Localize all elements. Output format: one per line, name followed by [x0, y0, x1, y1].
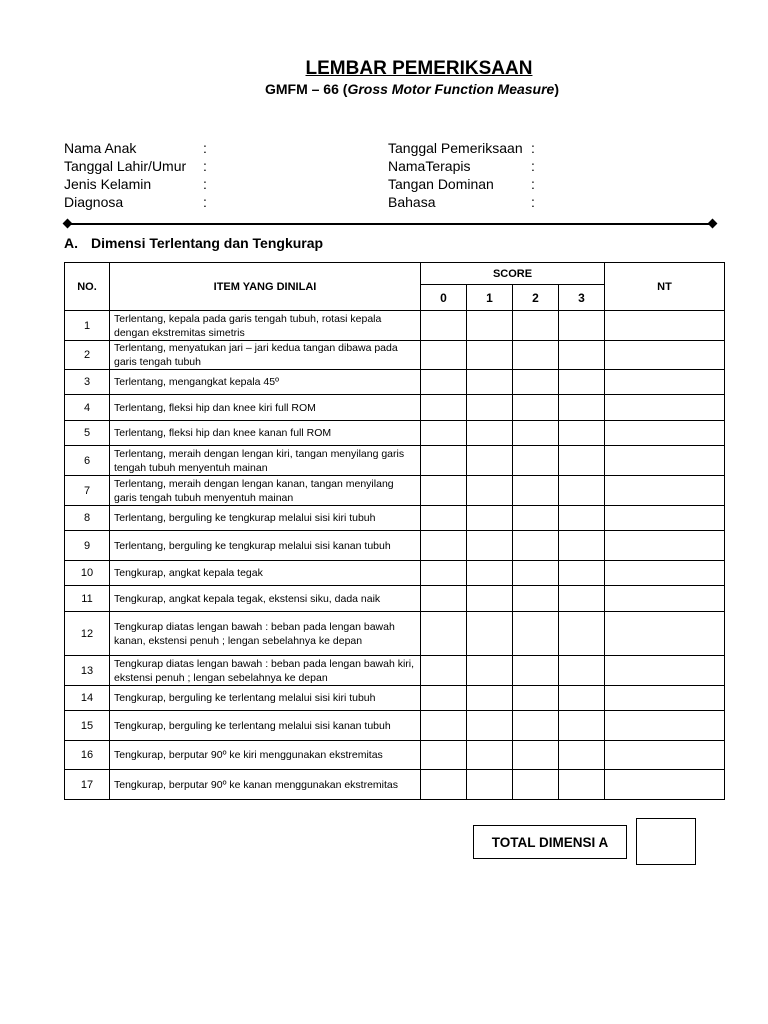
- nt-cell[interactable]: [605, 656, 725, 686]
- score-cell[interactable]: [421, 311, 467, 341]
- score-level-header: 3: [559, 285, 605, 311]
- score-cell[interactable]: [513, 370, 559, 395]
- score-cell[interactable]: [421, 656, 467, 686]
- info-left-field: [64, 175, 207, 193]
- table-row: [65, 770, 725, 800]
- score-cell[interactable]: [467, 341, 513, 370]
- score-cell[interactable]: [421, 586, 467, 612]
- score-cell[interactable]: [467, 531, 513, 561]
- patient-info-right: [388, 139, 535, 211]
- info-right-field-label: Bahasa: [388, 194, 436, 210]
- row-item-description: Terlentang, kepala pada garis tengah tubuh, rotasi kepala dengan ekstremitas simetris: [110, 311, 421, 341]
- table-row: [65, 506, 725, 531]
- nt-cell[interactable]: [605, 311, 725, 341]
- score-level-header: 2: [513, 285, 559, 311]
- score-cell[interactable]: [467, 711, 513, 741]
- score-cell[interactable]: [467, 656, 513, 686]
- nt-cell[interactable]: [605, 476, 725, 506]
- nt-cell[interactable]: [605, 421, 725, 446]
- nt-cell[interactable]: [605, 446, 725, 476]
- row-number: 9: [65, 531, 110, 561]
- nt-cell[interactable]: [605, 531, 725, 561]
- row-item-description: Terlentang, fleksi hip dan knee kiri full ROM: [110, 395, 421, 421]
- row-number: 6: [65, 446, 110, 476]
- row-number: 1: [65, 311, 110, 341]
- nt-cell[interactable]: [605, 612, 725, 656]
- diamond-icon: [63, 219, 73, 229]
- field-colon: :: [203, 140, 207, 156]
- row-number: 13: [65, 656, 110, 686]
- score-cell[interactable]: [559, 311, 605, 341]
- score-cell[interactable]: [513, 741, 559, 770]
- page-subtitle: [0, 81, 768, 97]
- score-cell[interactable]: [513, 561, 559, 586]
- score-cell[interactable]: [467, 421, 513, 446]
- score-cell[interactable]: [559, 586, 605, 612]
- info-right-field-label: NamaTerapis: [388, 158, 471, 174]
- col-header-score: SCORE: [421, 263, 605, 285]
- section-divider: [64, 223, 716, 225]
- score-cell[interactable]: [467, 506, 513, 531]
- col-header-no: NO.: [65, 263, 110, 311]
- field-colon: :: [531, 158, 535, 174]
- table-row: [65, 370, 725, 395]
- table-row: [65, 421, 725, 446]
- section-title: Dimensi Terlentang dan Tengkurap: [91, 235, 324, 251]
- row-number: 15: [65, 711, 110, 741]
- divider-line: [68, 223, 712, 225]
- row-item-description: Tengkurap, angkat kepala tegak: [110, 561, 421, 586]
- info-right-field: [388, 175, 535, 193]
- info-left-field-label: Jenis Kelamin: [64, 176, 152, 192]
- col-header-nt: NT: [605, 263, 725, 311]
- row-number: 7: [65, 476, 110, 506]
- diamond-icon: [708, 219, 718, 229]
- row-item-description: Tengkurap, berguling ke terlentang melalui sisi kanan tubuh: [110, 711, 421, 741]
- score-cell[interactable]: [467, 612, 513, 656]
- score-cell[interactable]: [467, 586, 513, 612]
- row-item-description: Tengkurap diatas lengan bawah : beban pada lengan bawah kanan, ekstensi penuh ; lengan sebelahnya ke depan: [110, 612, 421, 656]
- score-cell[interactable]: [421, 341, 467, 370]
- score-cell[interactable]: [421, 612, 467, 656]
- score-cell[interactable]: [513, 656, 559, 686]
- row-item-description: Terlentang, mengangkat kepala 45º: [110, 370, 421, 395]
- score-cell[interactable]: [559, 395, 605, 421]
- row-item-description: Terlentang, meraih dengan lengan kiri, tangan menyilang garis tengah tubuh menyentuh mainan: [110, 446, 421, 476]
- field-colon: :: [203, 194, 207, 210]
- section-letter: A.: [64, 235, 78, 251]
- score-cell[interactable]: [421, 395, 467, 421]
- score-cell[interactable]: [467, 311, 513, 341]
- nt-cell[interactable]: [605, 770, 725, 800]
- score-cell[interactable]: [513, 395, 559, 421]
- score-cell[interactable]: [421, 476, 467, 506]
- table-row: [65, 341, 725, 370]
- nt-cell[interactable]: [605, 370, 725, 395]
- patient-info-left: [64, 139, 207, 211]
- table-row: [65, 476, 725, 506]
- assessment-table: [64, 262, 725, 800]
- score-cell[interactable]: [421, 421, 467, 446]
- score-cell[interactable]: [421, 506, 467, 531]
- score-cell[interactable]: [513, 311, 559, 341]
- row-item-description: Terlentang, berguling ke tengkurap melalui sisi kiri tubuh: [110, 506, 421, 531]
- info-right-field: [388, 139, 535, 157]
- score-cell[interactable]: [513, 476, 559, 506]
- score-cell[interactable]: [559, 421, 605, 446]
- row-number: 4: [65, 395, 110, 421]
- score-cell[interactable]: [513, 586, 559, 612]
- score-cell[interactable]: [421, 531, 467, 561]
- row-number: 11: [65, 586, 110, 612]
- subtitle-prefix: GMFM – 66 (: [264, 81, 348, 97]
- row-item-description: Terlentang, berguling ke tengkurap melalui sisi kanan tubuh: [110, 531, 421, 561]
- nt-cell[interactable]: [605, 341, 725, 370]
- score-cell[interactable]: [559, 656, 605, 686]
- score-cell[interactable]: [513, 446, 559, 476]
- score-cell[interactable]: [421, 370, 467, 395]
- field-colon: :: [531, 176, 535, 192]
- table-row: [65, 395, 725, 421]
- total-dimension-label: TOTAL DIMENSI A: [473, 825, 627, 859]
- score-cell[interactable]: [467, 370, 513, 395]
- row-item-description: Terlentang, fleksi hip dan knee kanan full ROM: [110, 421, 421, 446]
- row-number: 10: [65, 561, 110, 586]
- row-number: 16: [65, 741, 110, 770]
- score-cell[interactable]: [513, 612, 559, 656]
- total-score-box[interactable]: [636, 818, 696, 865]
- row-item-description: Terlentang, menyatukan jari – jari kedua tangan dibawa pada garis tengah tubuh: [110, 341, 421, 370]
- info-left-field-label: Tanggal Lahir/Umur: [64, 158, 187, 174]
- score-cell[interactable]: [467, 686, 513, 711]
- row-item-description: Tengkurap, berguling ke terlentang melalui sisi kiri tubuh: [110, 686, 421, 711]
- row-item-description: Tengkurap diatas lengan bawah : beban pada lengan bawah kiri, ekstensi penuh ; lengan sebelahnya ke depan: [110, 656, 421, 686]
- nt-cell[interactable]: [605, 395, 725, 421]
- score-cell[interactable]: [513, 506, 559, 531]
- table-row: [65, 446, 725, 476]
- table-row: [65, 561, 725, 586]
- score-cell[interactable]: [513, 686, 559, 711]
- page-title: LEMBAR PEMERIKSAAN: [305, 58, 533, 79]
- row-item-description: Tengkurap, angkat kepala tegak, ekstensi siku, dada naik: [110, 586, 421, 612]
- table-row: [65, 656, 725, 686]
- score-cell[interactable]: [421, 770, 467, 800]
- score-cell[interactable]: [421, 686, 467, 711]
- score-cell[interactable]: [513, 421, 559, 446]
- field-colon: :: [203, 176, 207, 192]
- field-colon: :: [531, 140, 535, 156]
- row-number: 14: [65, 686, 110, 711]
- nt-cell[interactable]: [605, 586, 725, 612]
- score-cell[interactable]: [421, 711, 467, 741]
- score-cell[interactable]: [559, 446, 605, 476]
- info-left-field: [64, 157, 207, 175]
- table-row: [65, 531, 725, 561]
- score-cell[interactable]: [559, 341, 605, 370]
- score-cell[interactable]: [559, 506, 605, 531]
- row-number: 12: [65, 612, 110, 656]
- row-number: 2: [65, 341, 110, 370]
- score-cell[interactable]: [559, 711, 605, 741]
- score-cell[interactable]: [513, 770, 559, 800]
- table-row: [65, 686, 725, 711]
- row-item-description: Tengkurap, berputar 90º ke kanan menggunakan ekstremitas: [110, 770, 421, 800]
- nt-cell[interactable]: [605, 506, 725, 531]
- score-cell[interactable]: [467, 395, 513, 421]
- score-cell[interactable]: [467, 561, 513, 586]
- info-left-field: [64, 193, 207, 211]
- score-cell[interactable]: [467, 446, 513, 476]
- score-cell[interactable]: [559, 686, 605, 711]
- score-cell[interactable]: [559, 741, 605, 770]
- score-cell[interactable]: [513, 711, 559, 741]
- score-level-header: 1: [467, 285, 513, 311]
- score-cell[interactable]: [467, 741, 513, 770]
- score-cell[interactable]: [559, 561, 605, 586]
- score-cell[interactable]: [421, 446, 467, 476]
- subtitle-suffix: ): [554, 81, 560, 97]
- score-cell[interactable]: [467, 770, 513, 800]
- score-cell[interactable]: [421, 741, 467, 770]
- table-row: [65, 311, 725, 341]
- row-number: 3: [65, 370, 110, 395]
- score-cell[interactable]: [467, 476, 513, 506]
- score-cell[interactable]: [559, 370, 605, 395]
- info-right-field-label: Tanggal Pemeriksaan: [388, 140, 523, 156]
- row-number: 5: [65, 421, 110, 446]
- section-heading: [64, 235, 323, 251]
- table-row: [65, 741, 725, 770]
- nt-cell[interactable]: [605, 686, 725, 711]
- score-cell[interactable]: [559, 612, 605, 656]
- field-colon: :: [203, 158, 207, 174]
- nt-cell[interactable]: [605, 741, 725, 770]
- info-right-field: [388, 193, 535, 211]
- info-left-field-label: Nama Anak: [64, 140, 137, 156]
- score-cell[interactable]: [513, 531, 559, 561]
- table-row: [65, 586, 725, 612]
- col-header-item: ITEM YANG DINILAI: [110, 263, 421, 311]
- info-left-field: [64, 139, 207, 157]
- info-right-field-label: Tangan Dominan: [388, 176, 494, 192]
- row-item-description: Tengkurap, berputar 90º ke kiri menggunakan ekstremitas: [110, 741, 421, 770]
- row-number: 17: [65, 770, 110, 800]
- subtitle-italic: Gross Motor Function Measure: [347, 81, 555, 97]
- table-row: [65, 612, 725, 656]
- score-cell[interactable]: [513, 341, 559, 370]
- score-cell[interactable]: [559, 476, 605, 506]
- score-cell[interactable]: [559, 531, 605, 561]
- row-item-description: Terlentang, meraih dengan lengan kanan, tangan menyilang garis tengah tubuh menyentuh mainan: [110, 476, 421, 506]
- info-left-field-label: Diagnosa: [64, 194, 124, 210]
- nt-cell[interactable]: [605, 561, 725, 586]
- score-cell[interactable]: [421, 561, 467, 586]
- table-row: [65, 711, 725, 741]
- field-colon: :: [531, 194, 535, 210]
- nt-cell[interactable]: [605, 711, 725, 741]
- score-cell[interactable]: [559, 770, 605, 800]
- info-right-field: [388, 157, 535, 175]
- score-level-header: 0: [421, 285, 467, 311]
- row-number: 8: [65, 506, 110, 531]
